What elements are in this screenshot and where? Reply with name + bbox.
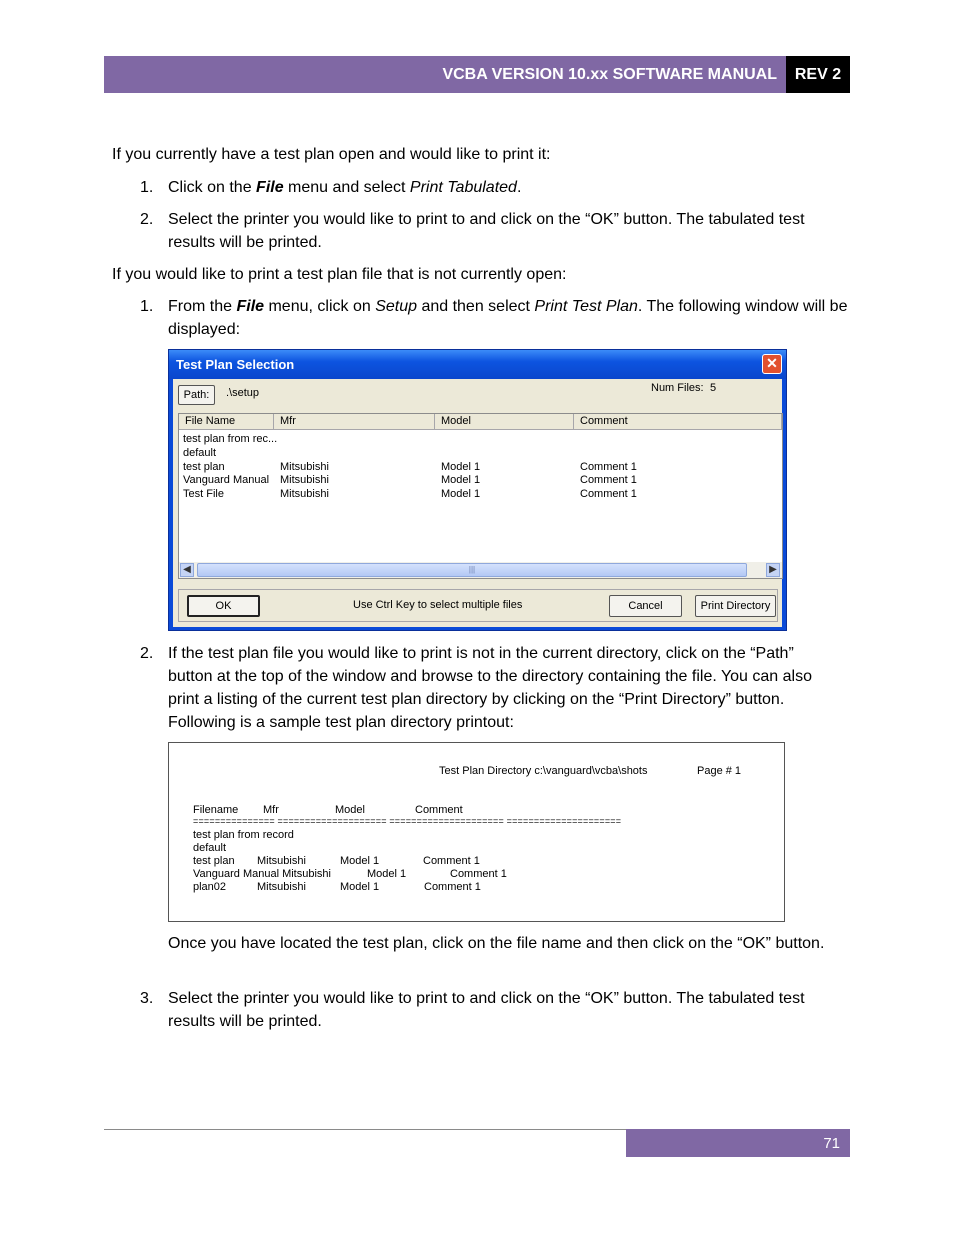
column-header-comment[interactable]: Comment bbox=[574, 414, 782, 430]
cell-file-name: test plan bbox=[183, 461, 225, 473]
cell-model: Model 1 bbox=[441, 461, 481, 473]
text-fragment: Click on the bbox=[168, 179, 257, 196]
printout-row-filename: Vanguard Manual Mitsubishi bbox=[193, 868, 331, 880]
page-number: 71 bbox=[626, 1129, 850, 1157]
list-number: 3. bbox=[140, 990, 154, 1007]
printout-page-number: Page # 1 bbox=[697, 765, 742, 777]
text-fragment: menu, click on bbox=[264, 298, 376, 315]
column-header-model[interactable]: Model bbox=[435, 414, 574, 430]
horizontal-scrollbar[interactable] bbox=[179, 562, 782, 578]
printout-heading: Test Plan Directory c:\vanguard\vcba\shots bbox=[439, 765, 648, 777]
printout-row-filename: default bbox=[193, 842, 227, 854]
print-test-plan-ref: Print Test Plan bbox=[534, 298, 638, 315]
cell-comment: Comment 1 bbox=[580, 488, 637, 500]
printout-col-comment: Comment bbox=[415, 804, 463, 816]
list2-item-2 bbox=[140, 642, 840, 734]
list2-item-1 bbox=[140, 295, 848, 341]
printout-row-model: Model 1 bbox=[367, 868, 407, 880]
list-number: 1. bbox=[140, 298, 154, 315]
text-fragment: . The following window will be displayed: bbox=[168, 298, 848, 338]
cell-mfr: Mitsubishi bbox=[280, 488, 329, 500]
column-header-mfr[interactable]: Mfr bbox=[274, 414, 435, 430]
printout-row-comment: Comment 1 bbox=[450, 868, 507, 880]
cell-mfr: Mitsubishi bbox=[280, 474, 329, 486]
file-menu-ref: File bbox=[236, 298, 265, 315]
print-tabulated-ref: Print Tabulated bbox=[409, 179, 517, 196]
file-menu-ref: File bbox=[256, 179, 284, 196]
list-text: Select the printer you would like to print to and click on the “OK” button. The tabulated test results will be printed. bbox=[168, 990, 805, 1030]
printout-row-model: Model 1 bbox=[340, 881, 380, 893]
dialog-body bbox=[173, 379, 782, 627]
list-number: 2. bbox=[140, 211, 154, 228]
text-fragment: menu and select bbox=[283, 179, 410, 196]
manual-title: VCBA VERSION 10.xx SOFTWARE MANUAL bbox=[104, 56, 786, 93]
printout-row-model: Model 1 bbox=[340, 855, 380, 867]
path-button[interactable]: Path: bbox=[178, 385, 215, 405]
list-text: Select the printer you would like to print to and click on the “OK” button. The tabulated test results will be printed. bbox=[168, 211, 805, 251]
list-text: If the test plan file you would like to print is not in the current directory, click on the “Path” button at the top of the window and browse to the directory containing the file. You can also print a listing of the current test plan directory by clicking on the “Print Directory” button. Following is a sample test plan directory printout: bbox=[168, 645, 812, 731]
list-number: 1. bbox=[140, 179, 154, 196]
dialog-title: Test Plan Selection bbox=[176, 357, 295, 372]
cell-comment: Comment 1 bbox=[580, 461, 637, 473]
cell-model: Model 1 bbox=[441, 474, 481, 486]
printout-col-model: Model bbox=[335, 804, 365, 816]
cell-comment: Comment 1 bbox=[580, 474, 637, 486]
printout-separator: =============== ==================== ===================== ===================== bbox=[193, 816, 622, 826]
directory-printout-sample bbox=[168, 742, 785, 922]
text-fragment: From the bbox=[168, 298, 237, 315]
intro-paragraph-2: If you would like to print a test plan file that is not currently open: bbox=[112, 266, 567, 283]
revision-label: REV 2 bbox=[786, 56, 850, 93]
dialog-button-bar bbox=[178, 589, 778, 622]
printout-row-filename: test plan bbox=[193, 855, 235, 867]
cell-file-name: Test File bbox=[183, 488, 224, 500]
ok-button[interactable]: OK bbox=[187, 595, 260, 617]
close-icon[interactable]: ✕ bbox=[762, 354, 782, 374]
printout-row-comment: Comment 1 bbox=[423, 855, 480, 867]
list2-item-3 bbox=[140, 987, 840, 1033]
printout-row-mfr: Mitsubishi bbox=[257, 881, 306, 893]
cell-mfr: Mitsubishi bbox=[280, 461, 329, 473]
printout-row-comment: Comment 1 bbox=[424, 881, 481, 893]
cell-file-name: Vanguard Manual bbox=[183, 474, 270, 486]
column-header-file-name[interactable]: File Name bbox=[179, 414, 274, 430]
scroll-right-icon[interactable]: ▶ bbox=[766, 563, 780, 577]
file-list[interactable] bbox=[178, 413, 783, 579]
print-directory-button[interactable]: Print Directory bbox=[695, 595, 776, 617]
printout-row-filename: test plan from record bbox=[193, 829, 294, 841]
printout-col-mfr: Mfr bbox=[263, 804, 279, 816]
dialog-titlebar bbox=[169, 350, 786, 379]
multi-select-hint: Use Ctrl Key to select multiple files bbox=[353, 599, 523, 611]
setup-ref: Setup bbox=[375, 298, 417, 315]
text-fragment: and then select bbox=[417, 298, 535, 315]
printout-row-filename: plan02 bbox=[193, 881, 227, 893]
intro-paragraph-1: If you currently have a test plan open and would like to print it: bbox=[112, 146, 551, 163]
test-plan-selection-dialog bbox=[168, 349, 787, 631]
scrollbar-thumb[interactable]: ||| bbox=[197, 563, 747, 577]
cancel-button[interactable]: Cancel bbox=[609, 595, 682, 617]
after-printout-paragraph: Once you have located the test plan, click on the file name and then click on the “OK” button. bbox=[168, 935, 825, 952]
num-files-value: 5 bbox=[710, 382, 717, 394]
page-header bbox=[104, 56, 850, 93]
scroll-left-icon[interactable]: ◀ bbox=[180, 563, 194, 577]
printout-col-filename: Filename bbox=[193, 804, 239, 816]
text-fragment: . bbox=[516, 179, 522, 196]
printout-row-mfr: Mitsubishi bbox=[257, 855, 306, 867]
num-files-label: Num Files: bbox=[651, 382, 704, 394]
list-number: 2. bbox=[140, 645, 154, 662]
cell-model: Model 1 bbox=[441, 488, 481, 500]
path-value: .\setup bbox=[226, 387, 260, 399]
list1-item-2 bbox=[140, 208, 840, 254]
cell-file-name: default bbox=[183, 447, 217, 459]
cell-file-name: test plan from rec... bbox=[183, 433, 278, 445]
